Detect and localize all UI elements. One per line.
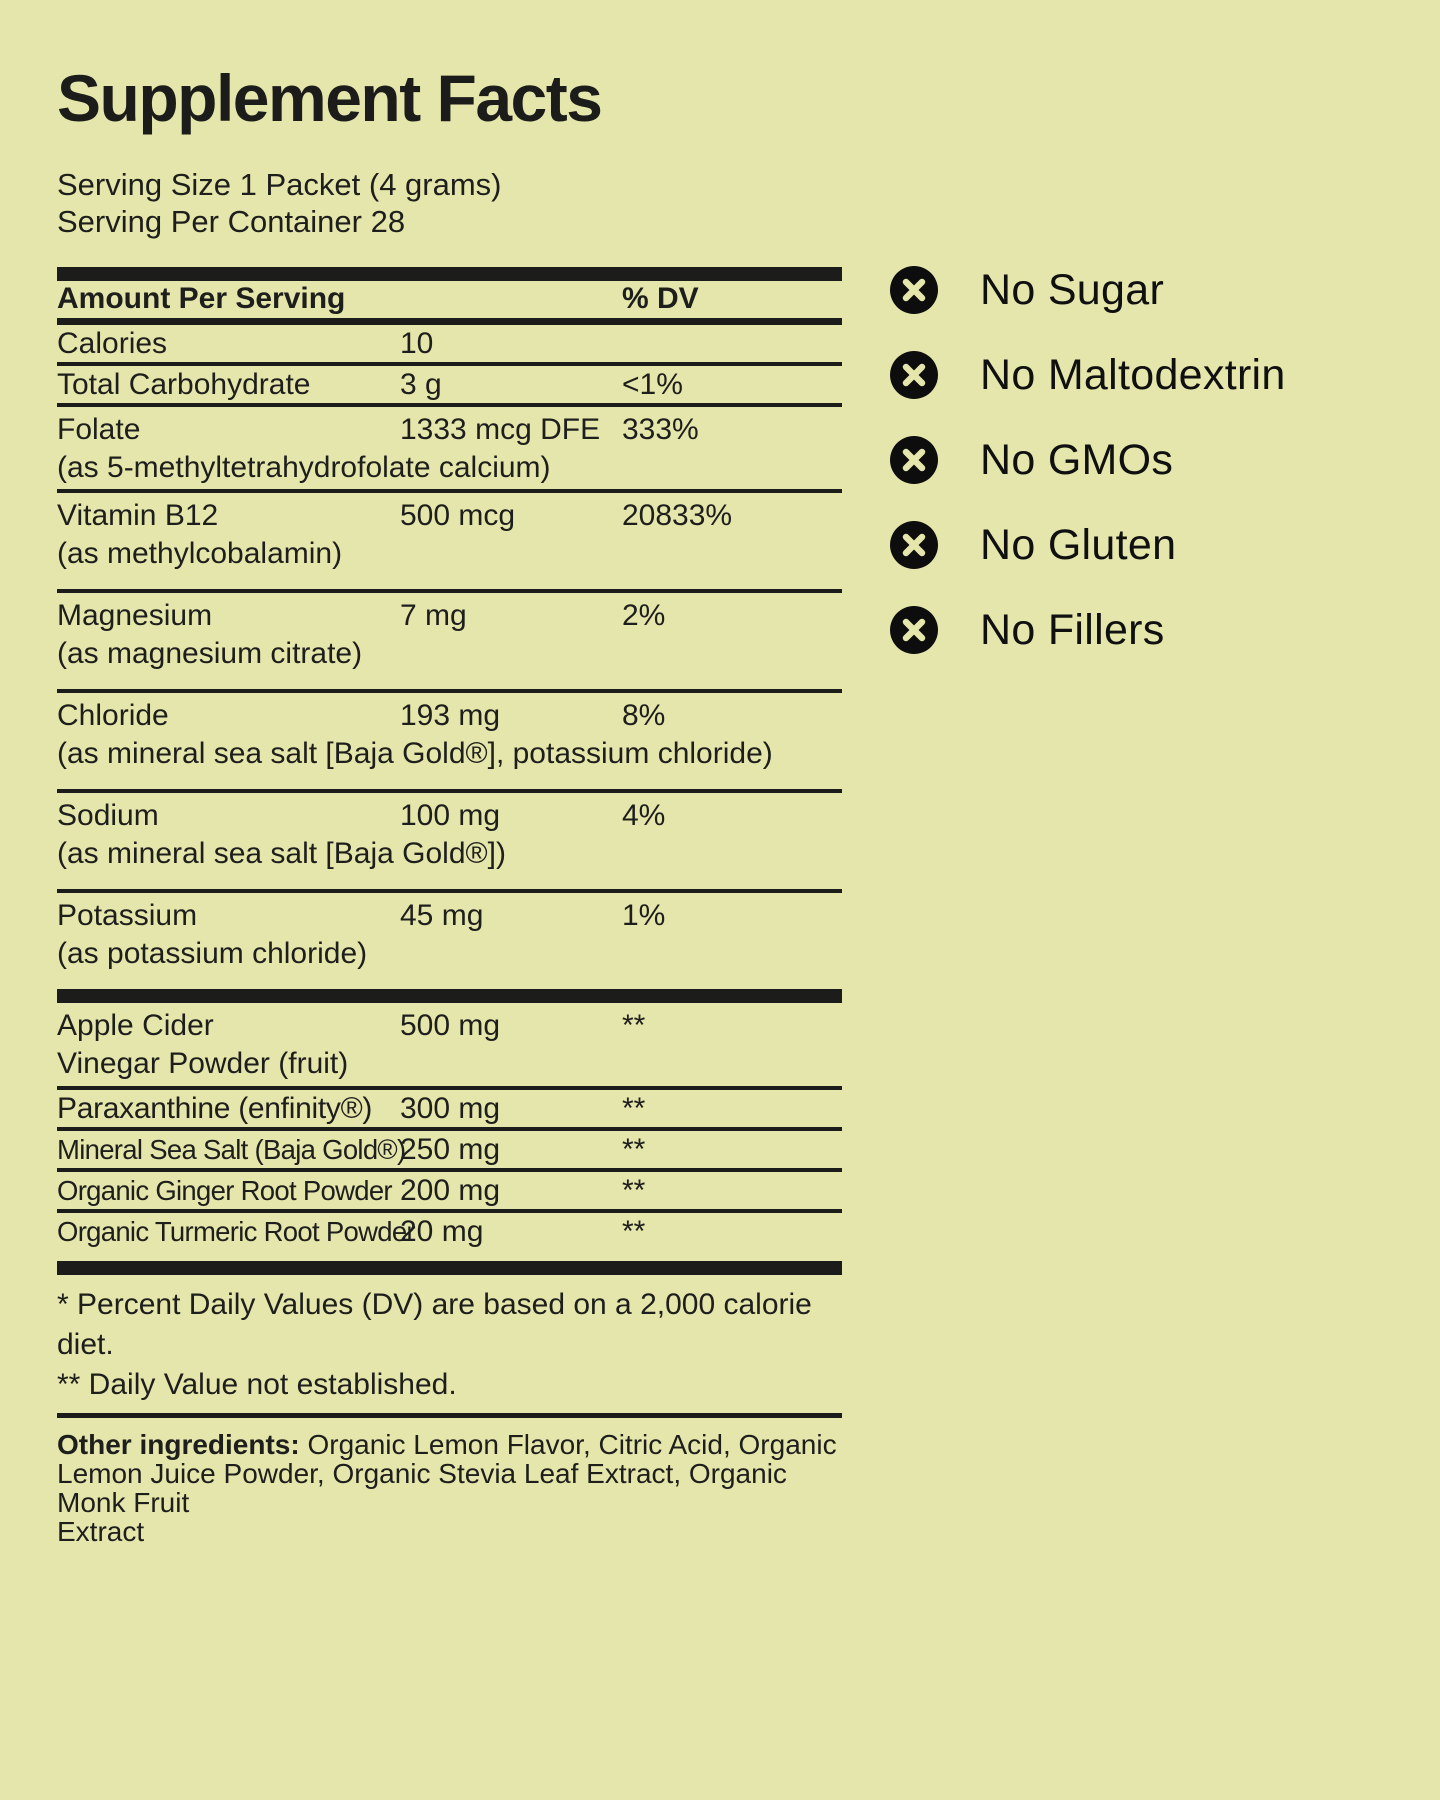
nutrient-amount: 193 mg xyxy=(400,699,501,732)
nutrient-dv: 8% xyxy=(622,699,666,732)
badge-label: No Maltodextrin xyxy=(980,351,1286,399)
nutrient-row-total-carbohydrate xyxy=(57,366,842,407)
nutrient-amount: 20 mg xyxy=(400,1215,484,1248)
badge-no-gmos xyxy=(890,436,1286,484)
amount-per-serving-header: Amount Per Serving xyxy=(57,282,346,315)
nutrient-source: (as mineral sea salt [Baja Gold®]) xyxy=(57,837,506,870)
badge-no-maltodextrin xyxy=(890,351,1286,399)
serving-info xyxy=(57,166,842,240)
nutrient-dv: 333% xyxy=(622,413,699,446)
nutrient-dv: ** xyxy=(622,1133,646,1166)
nutrient-name: Magnesium xyxy=(57,599,213,632)
nutrient-amount: 3 g xyxy=(400,368,442,401)
serving-size: Serving Size 1 Packet (4 grams) xyxy=(57,167,502,202)
nutrient-name: Apple Cider xyxy=(57,1009,214,1042)
x-circle-icon xyxy=(890,266,938,314)
nutrient-name-line2: Vinegar Powder (fruit) xyxy=(57,1047,349,1080)
nutrient-dv: 20833% xyxy=(622,499,733,532)
nutrient-name: Vitamin B12 xyxy=(57,499,219,532)
nutrient-dv: ** xyxy=(622,1092,646,1125)
nutrient-row-apple-cider-vinegar xyxy=(57,1003,842,1090)
badge-label: No Fillers xyxy=(980,606,1165,654)
nutrient-name: Total Carbohydrate xyxy=(57,368,311,401)
divider-thick-bottom xyxy=(57,1261,842,1275)
divider-thick-top xyxy=(57,267,842,281)
nutrient-amount: 300 mg xyxy=(400,1092,501,1125)
divider-header xyxy=(57,318,842,325)
nutrient-row-calories xyxy=(57,325,842,366)
nutrient-row-sodium xyxy=(57,793,842,893)
nutrient-dv: ** xyxy=(622,1215,646,1248)
nutrient-row-magnesium xyxy=(57,593,842,693)
nutrient-name: Mineral Sea Salt (Baja Gold®) xyxy=(57,1134,406,1165)
nutrient-dv: 2% xyxy=(622,599,666,632)
other-ingredients-label: Other ingredients: xyxy=(57,1429,300,1460)
badge-no-fillers xyxy=(890,606,1286,654)
nutrient-amount: 1333 mcg DFE xyxy=(400,413,601,446)
nutrient-row-ginger-root xyxy=(57,1172,842,1213)
nutrient-dv: 4% xyxy=(622,799,666,832)
other-ingredients-line2: Lemon Juice Powder, Organic Stevia Leaf Extract, Organic Monk Fruit xyxy=(57,1458,787,1518)
nutrient-amount: 45 mg xyxy=(400,899,484,932)
other-ingredients-line1: Organic Lemon Flavor, Citric Acid, Organic xyxy=(299,1429,837,1460)
page-title: Supplement Facts xyxy=(57,61,602,135)
badge-no-gluten xyxy=(890,521,1286,569)
nutrient-name: Potassium xyxy=(57,899,198,932)
nutrient-amount: 10 xyxy=(400,327,434,360)
nutrient-row-turmeric-root xyxy=(57,1213,842,1261)
facts-panel xyxy=(57,0,842,1546)
badge-label: No Gluten xyxy=(980,521,1177,569)
nutrient-name: Organic Turmeric Root Powder xyxy=(57,1216,415,1247)
nutrient-row-vitamin-b12 xyxy=(57,493,842,593)
nutrient-name: Paraxanthine (enfinity®) xyxy=(57,1092,373,1125)
nutrient-amount: 500 mcg xyxy=(400,499,516,532)
nutrient-dv: 1% xyxy=(622,899,666,932)
nutrient-dv: ** xyxy=(622,1174,646,1207)
nutrient-row-mineral-sea-salt xyxy=(57,1131,842,1172)
nutrient-source: (as methylcobalamin) xyxy=(57,537,343,570)
table-header xyxy=(57,281,842,318)
nutrient-row-folate xyxy=(57,407,842,493)
nutrient-amount: 500 mg xyxy=(400,1009,501,1042)
nutrient-amount: 250 mg xyxy=(400,1133,501,1166)
nutrient-amount: 200 mg xyxy=(400,1174,501,1207)
badge-label: No Sugar xyxy=(980,266,1165,314)
x-circle-icon xyxy=(890,351,938,399)
nutrient-name: Organic Ginger Root Powder xyxy=(57,1175,392,1206)
nutrient-dv: ** xyxy=(622,1009,646,1042)
nutrient-row-potassium xyxy=(57,893,842,989)
nutrient-source: (as 5-methyltetrahydrofolate calcium) xyxy=(57,451,551,484)
servings-per-container: Serving Per Container 28 xyxy=(57,204,406,239)
no-claims-list xyxy=(890,266,1286,654)
other-ingredients-line3: Extract xyxy=(57,1516,145,1547)
nutrient-name: Folate xyxy=(57,413,141,446)
nutrient-row-chloride xyxy=(57,693,842,793)
dv-header: % DV xyxy=(622,282,699,315)
other-ingredients xyxy=(57,1418,842,1546)
nutrient-source: (as magnesium citrate) xyxy=(57,637,363,670)
nutrient-source: (as mineral sea salt [Baja Gold®], potassium chloride) xyxy=(57,737,773,770)
nutrient-amount: 7 mg xyxy=(400,599,467,632)
not-established-footnote: ** Daily Value not established. xyxy=(57,1368,457,1401)
nutrient-amount: 100 mg xyxy=(400,799,501,832)
nutrient-dv: <1% xyxy=(622,368,683,401)
nutrient-name: Sodium xyxy=(57,799,159,832)
nutrient-name: Calories xyxy=(57,327,168,360)
footnotes xyxy=(57,1275,842,1405)
nutrient-name: Chloride xyxy=(57,699,169,732)
x-circle-icon xyxy=(890,606,938,654)
x-circle-icon xyxy=(890,521,938,569)
x-circle-icon xyxy=(890,436,938,484)
dv-footnote: * Percent Daily Values (DV) are based on a 2,000 calorie diet. xyxy=(57,1288,812,1361)
nutrient-source: (as potassium chloride) xyxy=(57,937,368,970)
badge-label: No GMOs xyxy=(980,436,1174,484)
badge-no-sugar xyxy=(890,266,1286,314)
nutrient-row-paraxanthine xyxy=(57,1090,842,1131)
divider-thick-middle xyxy=(57,989,842,1003)
